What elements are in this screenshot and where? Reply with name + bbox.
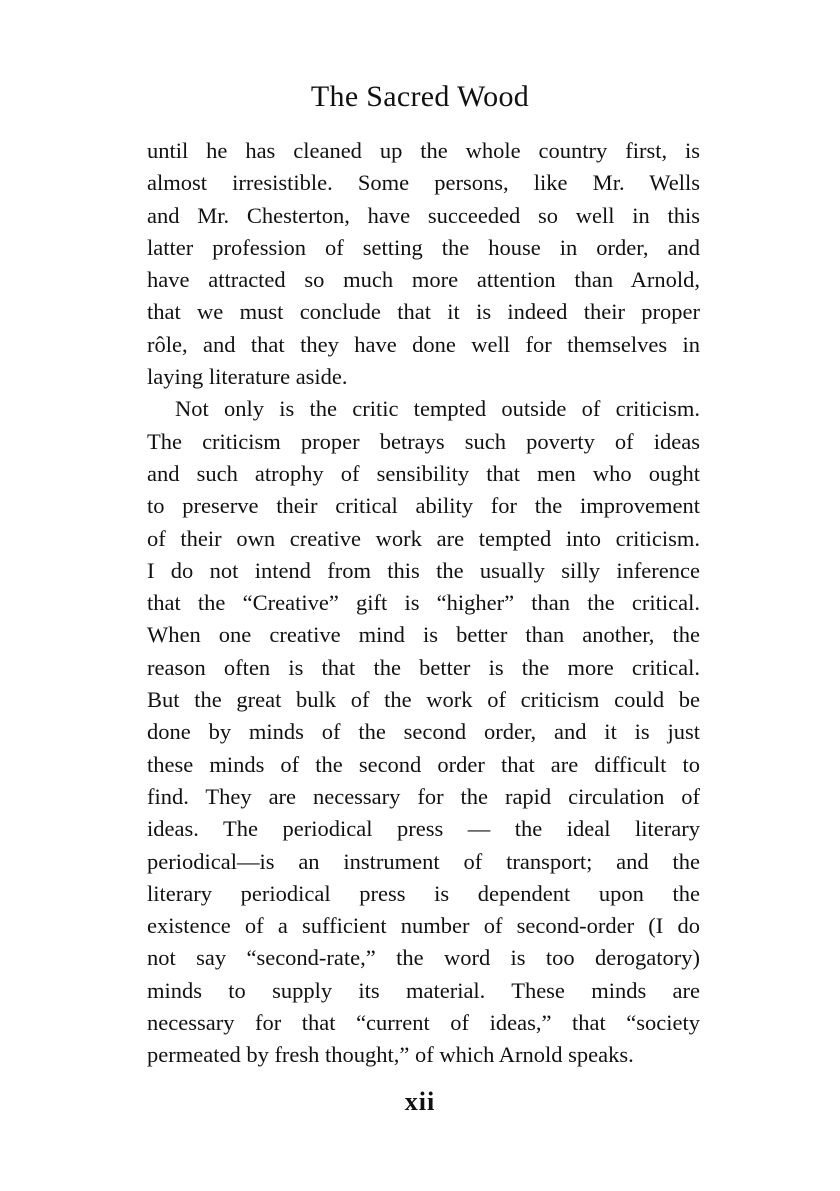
text-line: not say “second-rate,” the word is too derogatory) — [147, 945, 700, 971]
body-text — [147, 135, 700, 1072]
text-line: almost irresistible. Some persons, like Mr. Wells — [147, 170, 700, 196]
text-line: to preserve their critical ability for the improvement — [147, 493, 700, 519]
text-line: literary periodical press is dependent upon the — [147, 880, 700, 906]
text-line: latter profession of setting the house in order, and — [147, 234, 700, 260]
paragraph-2 — [147, 393, 700, 1071]
paragraph-1 — [147, 135, 700, 393]
text-line: and Mr. Chesterton, have succeeded so well in this — [147, 202, 700, 228]
text-line: that we must conclude that it is indeed their proper — [147, 299, 700, 325]
text-line: these minds of the second order that are difficult to — [147, 751, 700, 777]
text-line: necessary for that “current of ideas,” that “society — [147, 1010, 700, 1036]
text-line: rôle, and that they have done well for themselves in — [147, 331, 700, 357]
text-line: that the “Creative” gift is “higher” than the critical. — [147, 590, 700, 616]
text-line: existence of a sufficient number of second-order (I do — [147, 913, 700, 939]
text-line: and such atrophy of sensibility that men who ought — [147, 460, 700, 486]
text-line: of their own creative work are tempted into criticism. — [147, 525, 700, 551]
text-line: minds to supply its material. These minds are — [147, 977, 700, 1003]
text-line: When one creative mind is better than another, the — [147, 622, 700, 648]
text-line: done by minds of the second order, and it is just — [147, 719, 700, 745]
text-line: permeated by fresh thought,” of which Arnold speaks. — [147, 1042, 634, 1068]
text-line: I do not intend from this the usually silly inference — [147, 557, 700, 583]
text-line: reason often is that the better is the more critical. — [147, 654, 700, 680]
text-line: have attracted so much more attention than Arnold, — [147, 267, 700, 293]
page-number: xii — [404, 1087, 436, 1116]
text-line: until he has cleaned up the whole country first, is — [147, 138, 700, 163]
text-line: Not only is the critic tempted outside of criticism. — [175, 396, 700, 422]
text-line: laying literature aside. — [147, 364, 348, 390]
text-line: ideas. The periodical press — the ideal literary — [147, 816, 700, 842]
running-head-title: The Sacred Wood — [310, 80, 530, 113]
text-line: The criticism proper betrays such poverty of ideas — [147, 428, 700, 454]
text-line: But the great bulk of the work of criticism could be — [147, 687, 700, 713]
text-line: periodical—is an instrument of transport; and the — [147, 848, 700, 874]
text-line: find. They are necessary for the rapid circulation of — [147, 783, 700, 809]
